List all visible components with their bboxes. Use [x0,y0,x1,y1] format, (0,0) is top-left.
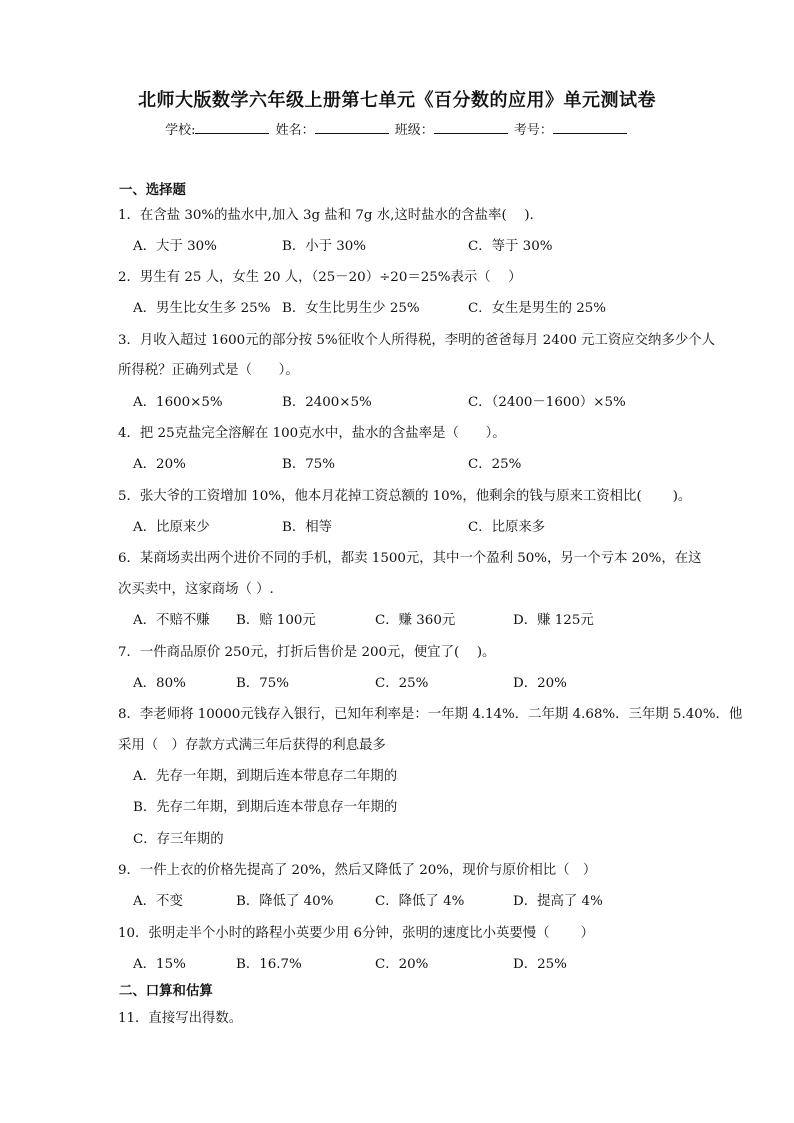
question-8-line-1: 8．李老师将 10000元钱存入银行，已知年利率是：一年期 4.14%．二年期 4.68%．三年期 5.40%．他 [118,707,743,722]
question-2: 2．男生有 25 人，女生 20 人，（25－20）÷20＝25%表示（ ） [118,270,522,285]
q3-option-a: A．1600×5% [133,395,223,410]
question-11: 11．直接写出得数。 [118,1011,243,1026]
q6-option-b: B．赔 100元 [236,613,316,628]
question-7: 7．一件商品原价 250元，打折后售价是 200元，便宜了( )。 [118,645,496,660]
q6-option-d: D．赚 125元 [513,613,594,628]
q7-option-d: D．20% [513,676,567,691]
q1-option-a: A．大于 30% [133,239,217,254]
q8-option-b: B．先存二年期，到期后连本带息存一年期的 [133,800,398,815]
question-3-line-1: 3．月收入超过 1600元的部分按 5%征收个人所得税，李明的爸爸每月 2400 元工资应交纳多少个人 [118,333,716,348]
q9-option-a: A．不变 [133,894,183,909]
q4-option-c: C．25% [468,457,522,472]
q9-option-d: D．提高了 4% [513,894,603,909]
question-6-line-1: 6．某商场卖出两个进价不同的手机，都卖 1500元，其中一个盈利 50%，另一个亏本 20%，在这 [118,551,702,566]
class-blank [434,121,508,134]
q6-option-c: C．赚 360元 [375,613,456,628]
q8-option-a: A．先存一年期，到期后连本带息存二年期的 [133,769,398,784]
q7-option-c: C．25% [375,676,429,691]
school-label: 学校: [165,123,196,138]
q6-option-a: A．不赔不赚 [133,613,210,628]
q1-option-b: B．小于 30% [282,239,367,254]
q2-option-b: B．女生比男生少 25% [282,301,420,316]
section-heading-choice: 一、选择题 [119,183,186,198]
question-1: 1．在含盐 30%的盐水中,加入 3g 盐和 7g 水,这时盐水的含盐率( ). [118,208,534,223]
number-blank [553,121,627,134]
q10-option-b: B．16.7% [236,957,302,972]
question-6-line-2: 次买卖中，这家商场（ ）. [118,582,274,597]
q3-option-c: C．（2400－1600）×5% [468,395,626,410]
q4-option-a: A．20% [133,457,186,472]
question-5: 5．张大爷的工资增加 10%，他本月花掉工资总额的 10%，他剩余的钱与原来工资相比( )。 [118,489,692,504]
q10-option-c: C．20% [375,957,429,972]
q3-option-b: B．2400×5% [282,395,372,410]
section-heading-mental-math: 二、口算和估算 [119,984,213,999]
number-label: 考号： [513,123,553,138]
q1-option-c: C．等于 30% [468,239,553,254]
q7-option-b: B．75% [236,676,289,691]
q2-option-a: A．男生比女生多 25% [133,301,271,316]
q10-option-a: A．15% [133,957,186,972]
q2-option-c: C．女生是男生的 25% [468,301,606,316]
class-label: 班级： [394,123,434,138]
name-blank [315,121,389,134]
q5-option-c: C．比原来多 [468,520,546,535]
school-blank [195,121,269,134]
name-label: 姓名： [275,123,315,138]
q5-option-a: A．比原来少 [133,520,210,535]
q7-option-a: A．80% [133,676,186,691]
q9-option-b: B．降低了 40% [236,894,334,909]
q5-option-b: B．相等 [282,520,333,535]
student-info-line [0,119,794,138]
question-9: 9．一件上衣的价格先提高了 20%，然后又降低了 20%，现价与原价相比（ ） [118,863,597,878]
question-4: 4．把 25克盐完全溶解在 100克水中，盐水的含盐率是（ ）。 [118,426,506,441]
q10-option-d: D．25% [513,957,567,972]
question-3-line-2: 所得税？正确列式是（ ）。 [118,363,299,378]
question-10: 10．张明走半个小时的路程小英要少用 6分钟，张明的速度比小英要慢（ ） [118,926,594,941]
question-8-line-2: 采用（ ）存款方式满三年后获得的利息最多 [118,738,386,753]
q4-option-b: B．75% [282,457,335,472]
q8-option-c: C．存三年期的 [133,832,224,847]
page-title: 北师大版数学六年级上册第七单元《百分数的应用》单元测试卷 [138,90,656,111]
q9-option-c: C．降低了 4% [375,894,465,909]
